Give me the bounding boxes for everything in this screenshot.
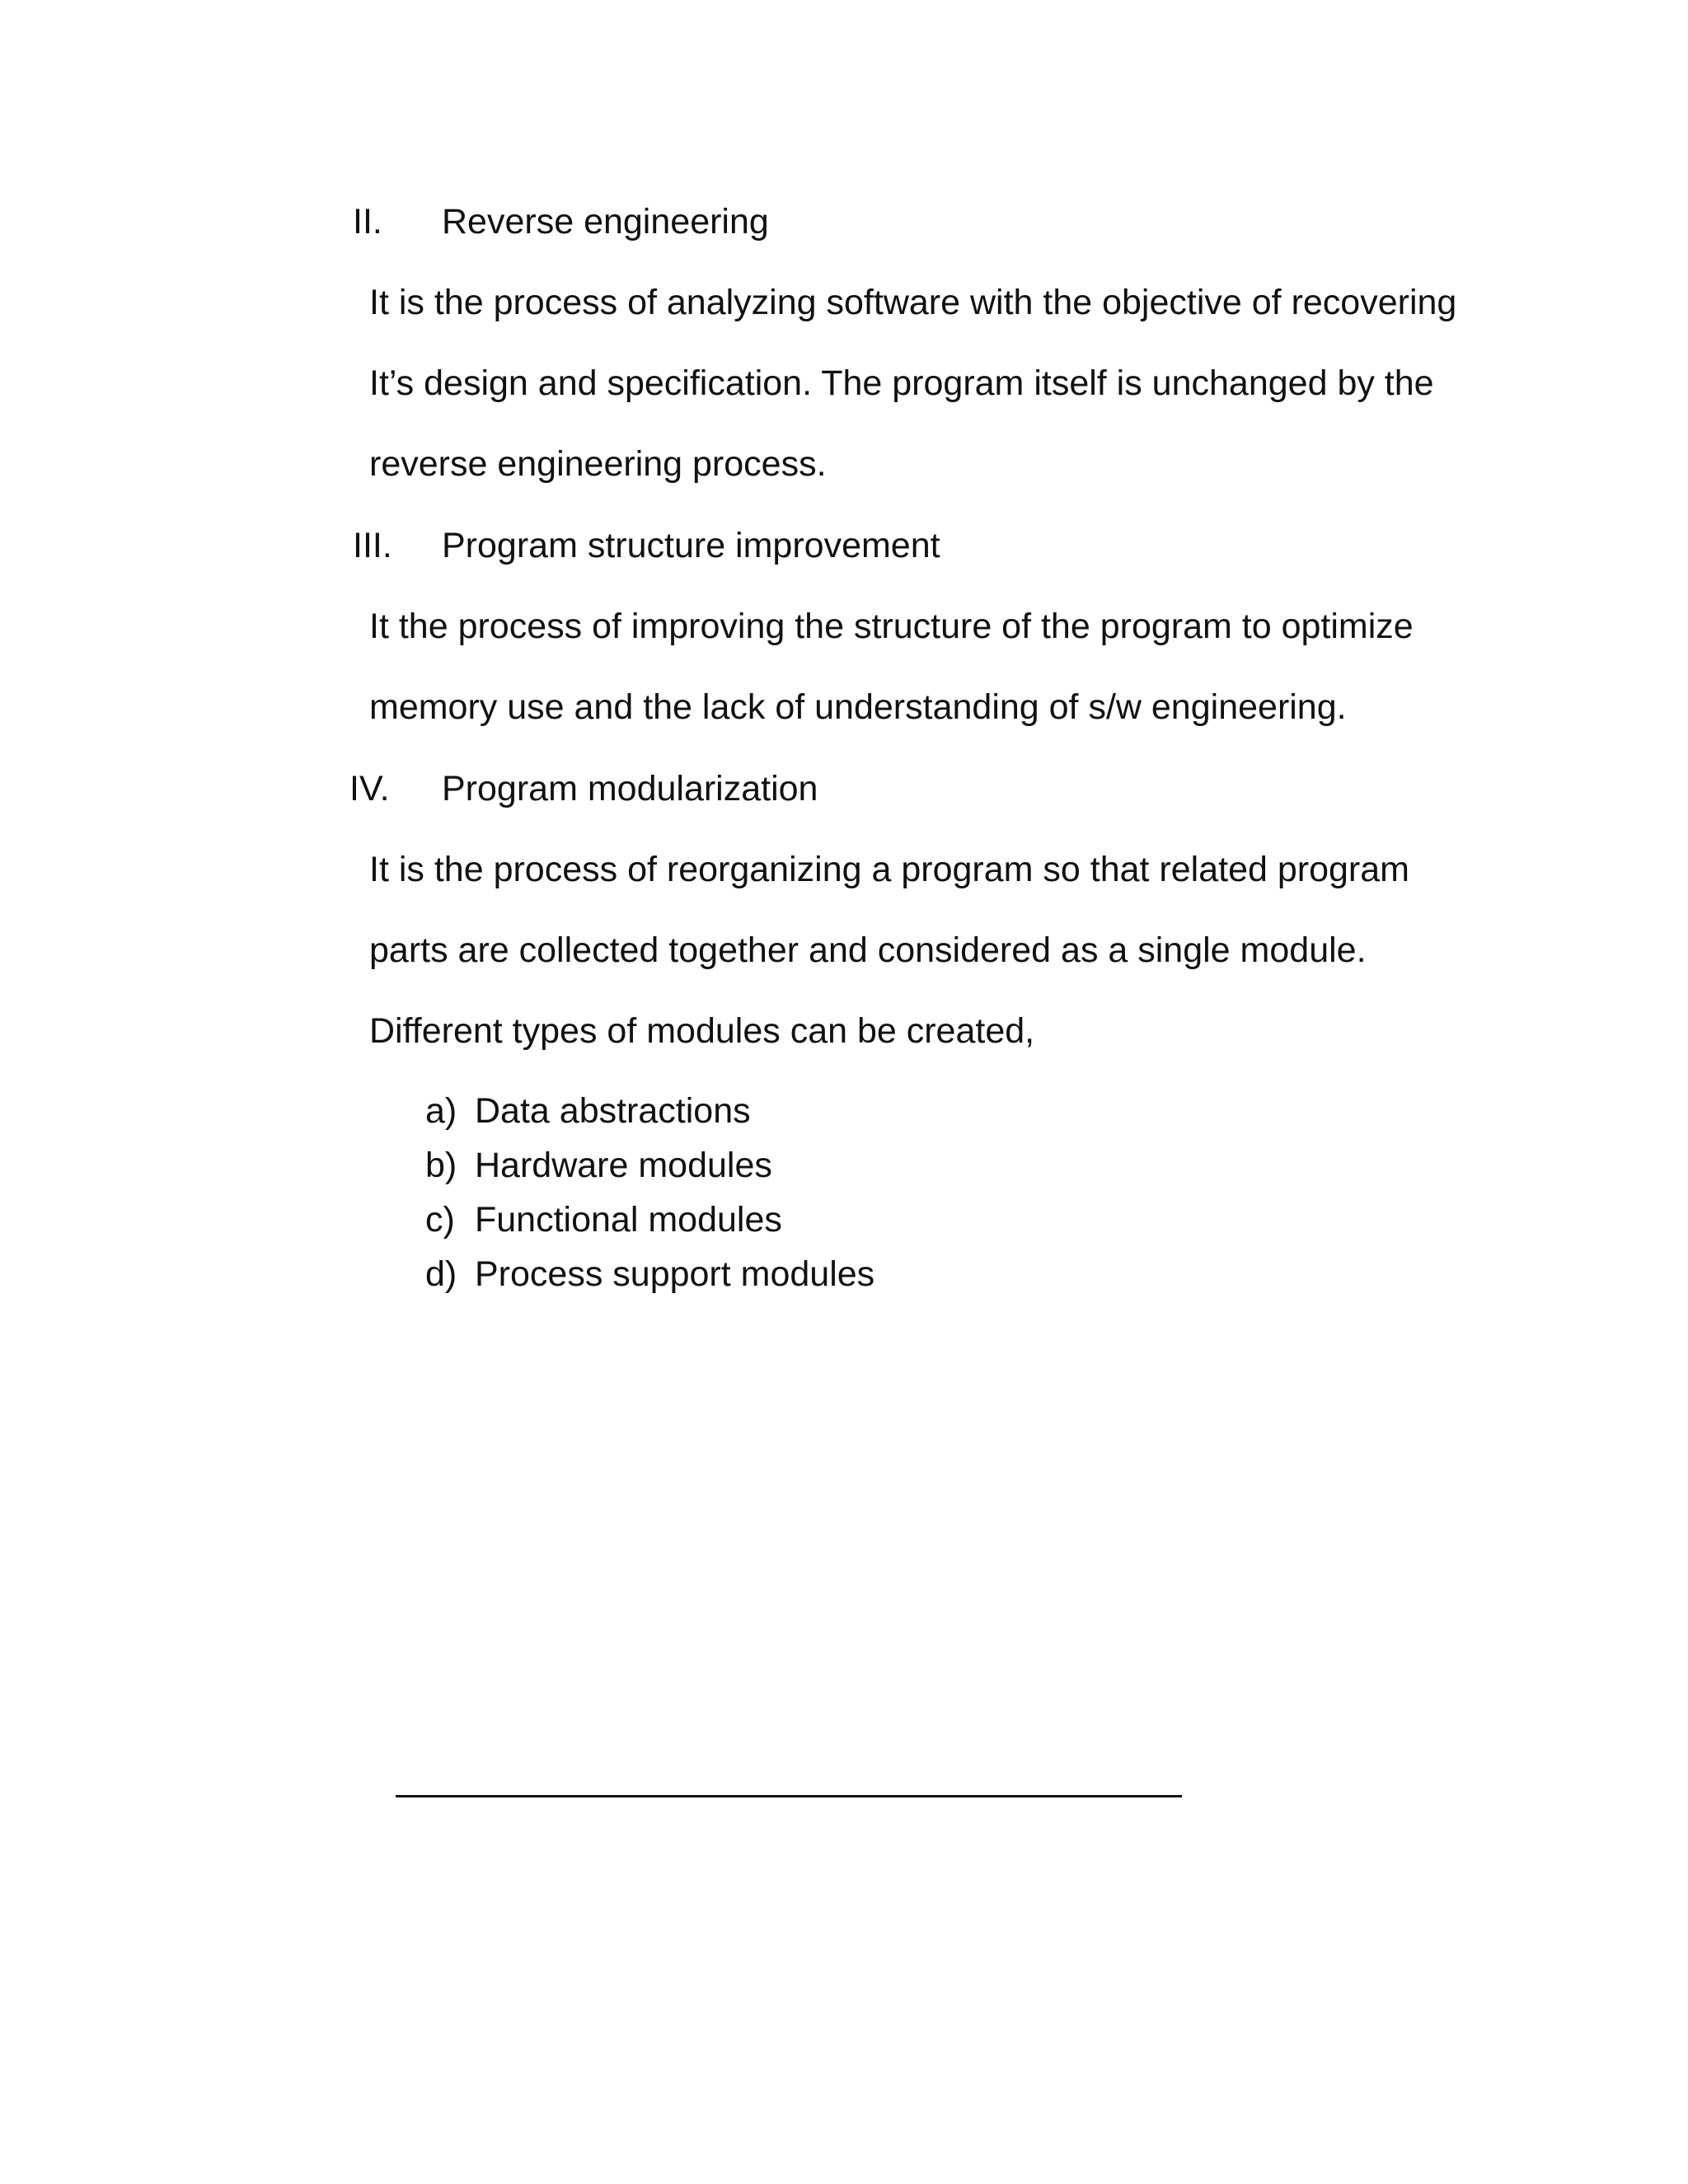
section-numeral: II. [353, 202, 382, 241]
paragraph-line: It is the process of analyzing software with the objective of recovering [369, 283, 1457, 322]
section-numeral: IV. [349, 769, 390, 808]
paragraph-line: memory use and the lack of understanding of s/w engineering. [369, 687, 1347, 727]
section-title: Reverse engineering [442, 202, 769, 241]
list-marker: d) [425, 1254, 457, 1294]
list-item-text: Data abstractions [475, 1091, 751, 1131]
paragraph-line: It is the process of reorganizing a program so that related program [369, 850, 1409, 889]
paragraph-line: It the process of improving the structure of the program to optimize [369, 607, 1414, 646]
paragraph-line: Different types of modules can be created, [369, 1011, 1035, 1051]
footnote-separator-line [396, 1795, 1182, 1797]
section-title: Program modularization [442, 769, 818, 808]
list-item-text: Hardware modules [475, 1146, 772, 1185]
section-title: Program structure improvement [442, 526, 940, 565]
paragraph-line: parts are collected together and considered as a single module. [369, 930, 1367, 970]
list-marker: b) [425, 1146, 457, 1185]
list-item-text: Process support modules [475, 1254, 875, 1294]
list-marker: c) [425, 1200, 455, 1240]
list-item-text: Functional modules [475, 1200, 782, 1240]
section-numeral: III. [353, 526, 392, 565]
paragraph-line: It’s design and specification. The program itself is unchanged by the [369, 363, 1434, 403]
list-marker: a) [425, 1091, 457, 1131]
paragraph-line: reverse engineering process. [369, 444, 827, 484]
